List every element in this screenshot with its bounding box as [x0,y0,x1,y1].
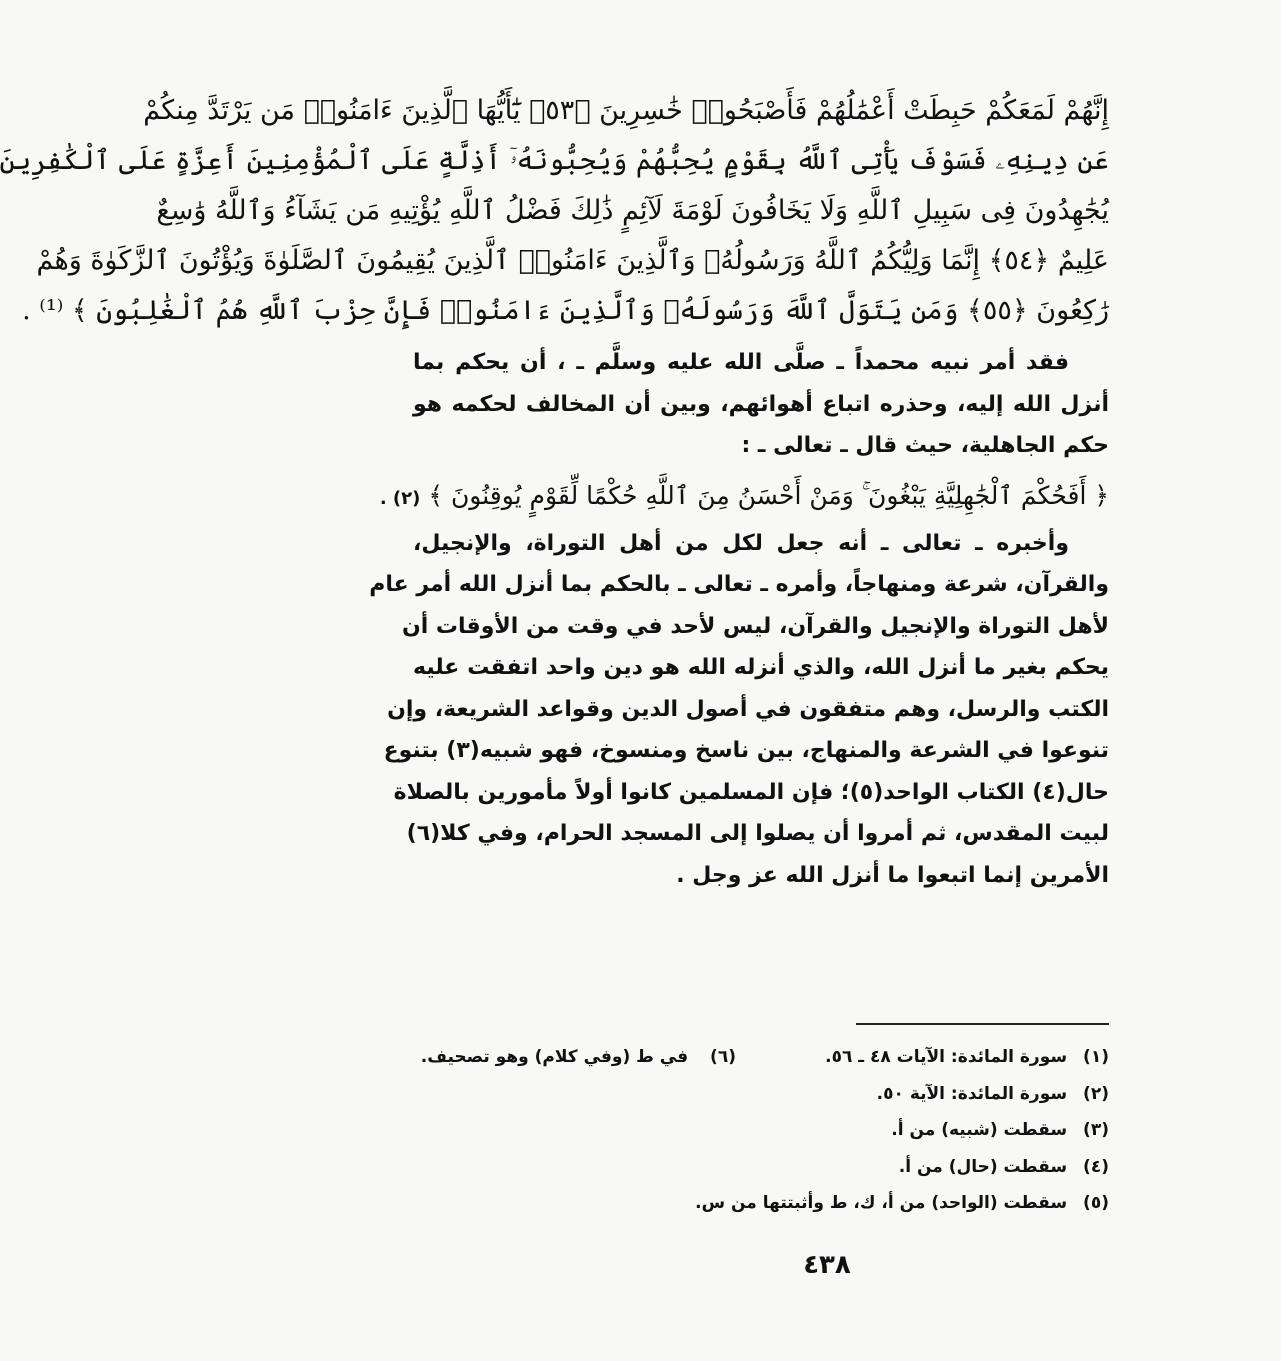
paragraph-line: لبيت المقدس، ثم أمروا أن يصلوا إلى المسجد الحرام، وفي كلا(٦) [406,821,1109,846]
footnote-text: سورة المائدة: الآيات ٤٨ ـ ٥٦. [825,1047,1068,1067]
paragraph-line: والقرآن، شرعة ومنهاجاً، وأمره ـ تعالى ـ بالحكم بما أنزل الله أمر عام [369,572,1109,597]
paragraph-line: الأمرين إنما اتبعوا ما أنزل الله عز وجل . [676,862,1109,888]
quote-ref: (٢) . [379,487,421,509]
quran-line: عَلِيمٌ ﴿٥٤﴾ إِنَّمَا وَلِيُّكُمُ ٱللَّهُ وَرَسُولُهُۥ وَٱلَّذِينَ ءَامَنُوا۟ ٱلَّذِينَ يُقِيمُونَ ٱلصَّلَوٰةَ وَيُؤْتُونَ ٱلزَّكَوٰةَ وَهُمْ [36,245,1109,276]
quran-line: إِنَّهُمْ لَمَعَكُمْ حَبِطَتْ أَعْمَٰلُهُمْ فَأَصْبَحُوا۟ خَٰسِرِينَ ﴿٥٣﴾ يَٰٓأَيُّهَا ٱلَّذِينَ ءَامَنُوا۟ مَن يَرْتَدَّ مِنكُمْ [143,95,1109,126]
footnote-item-side [421,1039,736,1076]
footnote-text: سقطت (شبيه) من أ. [891,1120,1068,1140]
paragraph-line: حكم الجاهلية، حيث قال ـ تعالى ـ : [741,433,1109,458]
paragraph-line: الكتب والرسل، وهم متفقون في أصول الدين وقواعد الشريعة، وإن [387,696,1109,722]
quran-block [0,86,1109,336]
paragraph-line: أنزل الله إليه، وحذره اتباع أهوائهم، وبين أن المخالف لحكمه هو [413,391,1109,417]
footnote-number: (٥) [1083,1193,1109,1213]
footnote-item [789,1076,1109,1113]
footnote-text: سقطت (الواحد) من أ، ك، ط وأثبتتها من س. [695,1193,1068,1213]
quran-line: رَٰكِعُونَ ﴿٥٥﴾ وَمَن يَتَوَلَّ ٱللَّهَ وَرَسُولَهُۥ وَٱلَّذِينَ ءَامَنُوا۟ فَإِنَّ حِزْبَ ٱللَّهِ هُمُ ٱلْغَٰلِبُونَ ﴾ ⁽¹⁾ . [22,295,1109,326]
page-body [0,86,1109,896]
footnote-number: (٣) [1083,1120,1109,1140]
footnote-item [789,1039,1109,1076]
footnote-item [789,1112,1109,1149]
quran-line: عَن دِينِهِۦ فَسَوْفَ يَأْتِى ٱللَّهُ بِقَوْمٍ يُحِبُّهُمْ وَيُحِبُّونَهُۥٓ أَذِلَّةٍ عَلَى ٱلْمُؤْمِنِينَ أَعِزَّةٍ عَلَى ٱلْكَٰفِرِينَ [0,145,1109,176]
quote-text: ﴿ أَفَحُكْمَ ٱلْجَٰهِلِيَّةِ يَبْغُونَ ۚ وَمَنْ أَحْسَنُ مِنَ ٱللَّهِ حُكْمًا لِّقَوْمٍ يُوقِنُونَ ﴾ [428,480,1109,510]
footnote-divider [856,1023,1109,1025]
footnote-number: (٢) [1083,1083,1109,1104]
footnote-number: (٦) [710,1047,736,1067]
paragraph-line: يحكم بغير ما أنزل الله، والذي أنزله الله هو دين واحد اتفقت عليه [413,655,1109,680]
paragraph-2 [369,523,1109,897]
quran-quote [379,471,1109,521]
paragraph-line: حال(٤) الكتاب الواحد(٥)؛ فإن المسلمين كانوا أولاً مأمورين بالصلاة [393,779,1109,805]
quran-line: يُجَٰهِدُونَ فِى سَبِيلِ ٱللَّهِ وَلَا يَخَافُونَ لَوْمَةَ لَآئِمٍ ذَٰلِكَ فَضْلُ ٱللَّهِ يُؤْتِيهِ مَن يَشَآءُ وَٱللَّهُ وَٰسِعٌ [156,195,1109,226]
footnote-item [789,1149,1109,1186]
page-number: ٤٣٨ [803,1250,851,1280]
paragraph-1 [413,342,1109,467]
footnote-text: سقطت (حال) من أ. [898,1156,1068,1177]
paragraph-line: تنوعوا في الشرعة والمنهاج، بين ناسخ ومنسوخ، فهو شبيه(٣) بتنوع [383,738,1109,763]
footnote-item [695,1185,1109,1222]
paragraph-line: فقد أمر نبيه محمداً ـ صلَّى الله عليه وسلَّم ـ ، أن يحكم بما [413,350,1069,375]
paragraph-line: وأخبره ـ تعالى ـ أنه جعل لكل من أهل التوراة، والإنجيل، [413,530,1069,556]
footnote-number: (١) [1083,1047,1109,1067]
footnotes [695,1039,1109,1222]
footnote-text: سورة المائدة: الآية ٥٠. [876,1083,1068,1104]
footnote-text: في ط (وفي كلام) وهو تصحيف. [420,1047,689,1067]
footnote-number: (٤) [1083,1156,1109,1177]
paragraph-line: لأهل التوراة والإنجيل والقرآن، ليس لأحد في وقت من الأوقات أن [401,613,1109,639]
